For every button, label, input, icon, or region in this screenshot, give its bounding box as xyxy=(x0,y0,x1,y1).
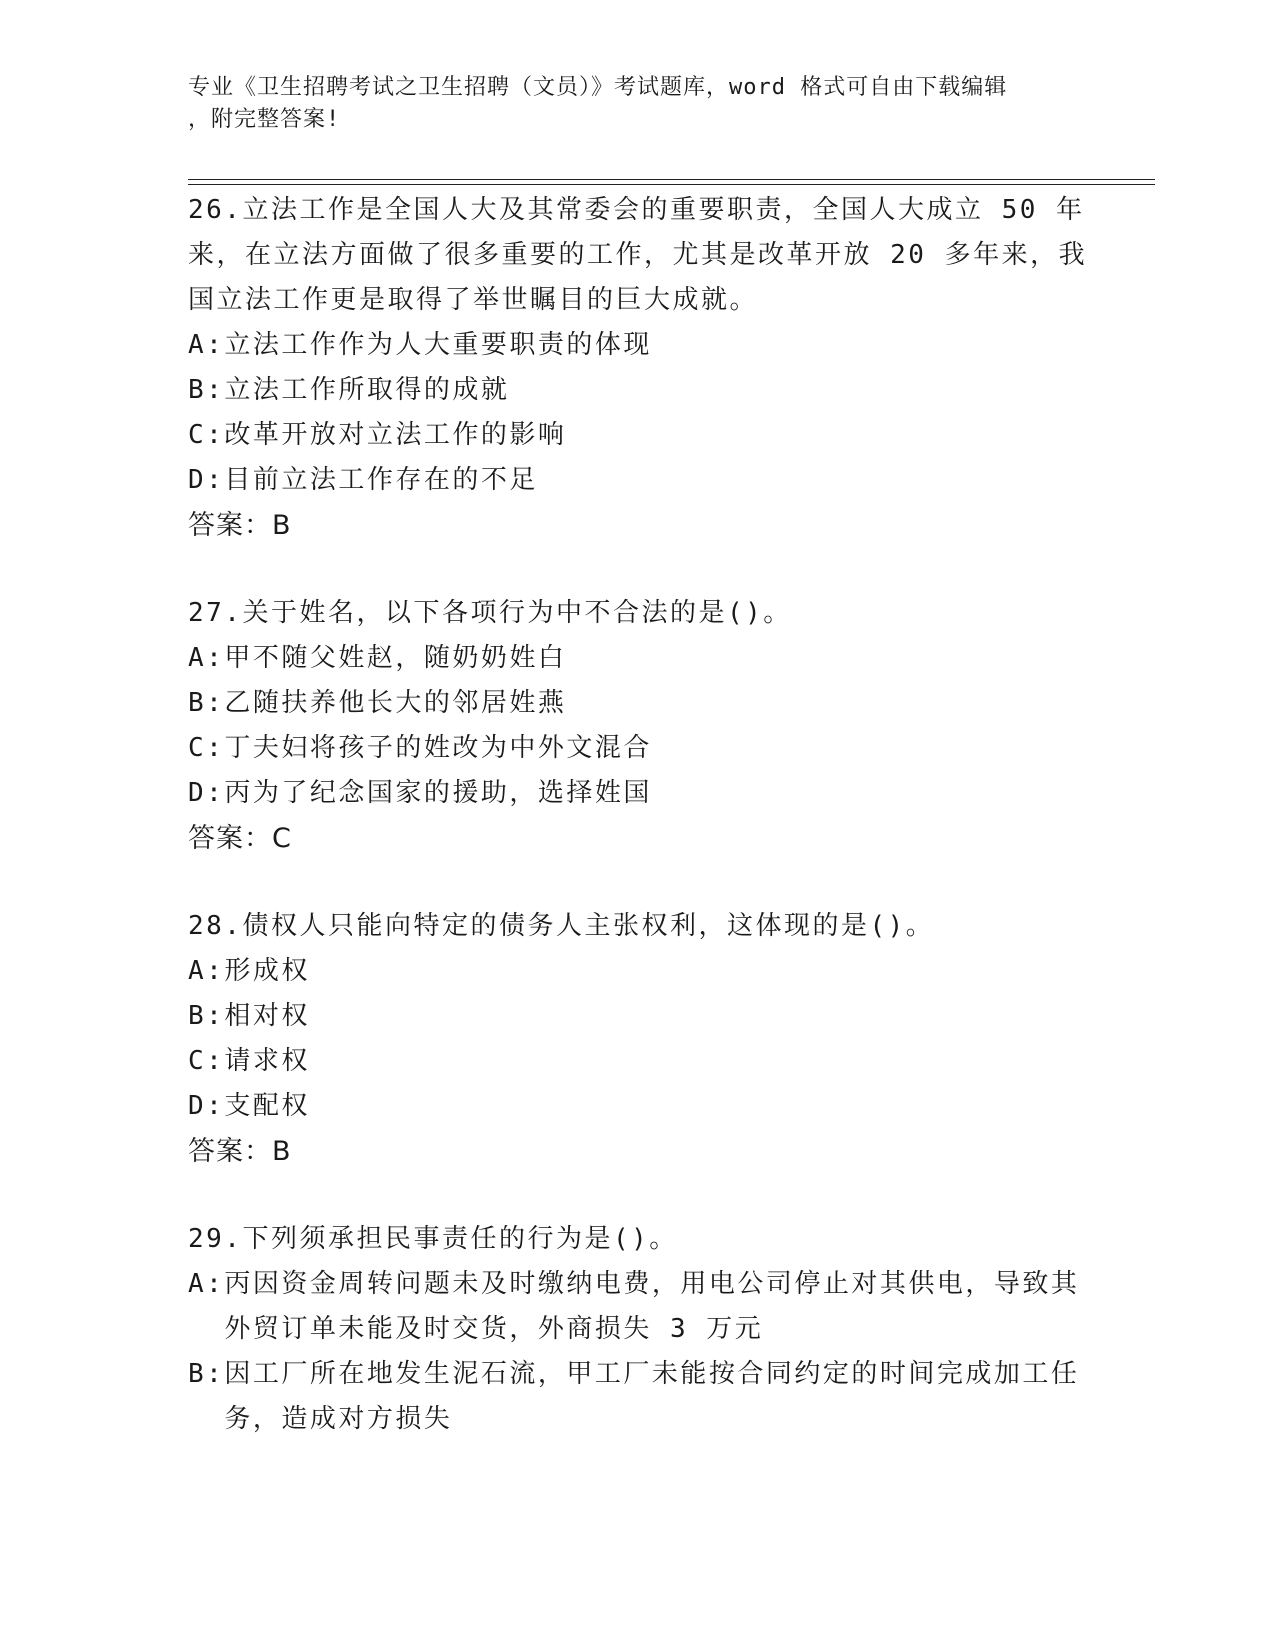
option-key: A: xyxy=(188,330,225,360)
header-divider-top xyxy=(188,179,1155,180)
option-text: 因工厂所在地发生泥石流，甲工厂未能按合同约定的时间完成加工任务，造成对方损失 xyxy=(224,1359,1080,1434)
option-key: A: xyxy=(188,643,225,673)
answer-line: 答案：B xyxy=(188,510,292,541)
option-text: 立法工作作为人大重要职责的体现 xyxy=(224,330,652,360)
option-key: D: xyxy=(188,1091,225,1121)
option-d xyxy=(188,771,1088,816)
option-text: 相对权 xyxy=(224,1001,310,1031)
option-d xyxy=(188,1084,1088,1129)
option-text: 乙随扶养他长大的邻居姓燕 xyxy=(224,688,567,718)
answer-line: 答案：C xyxy=(188,823,292,854)
option-key: C: xyxy=(188,420,225,450)
option-d xyxy=(188,458,1088,503)
option-text: 目前立法工作存在的不足 xyxy=(224,465,538,495)
header-line-2: ，附完整答案! xyxy=(188,107,341,132)
option-text: 立法工作所取得的成就 xyxy=(224,375,510,405)
option-key: B: xyxy=(188,375,225,405)
option-key: C: xyxy=(188,733,225,763)
option-c xyxy=(188,413,1088,458)
question-28 xyxy=(188,904,1088,1175)
header-divider-bottom xyxy=(188,184,1155,185)
option-text: 请求权 xyxy=(224,1046,310,1076)
option-a xyxy=(188,949,1088,994)
option-b xyxy=(188,1352,1088,1442)
question-list xyxy=(188,188,1088,1484)
question-26 xyxy=(188,188,1088,549)
option-key: D: xyxy=(188,465,225,495)
option-a xyxy=(188,323,1088,368)
question-stem: 28.债权人只能向特定的债务人主张权利，这体现的是()。 xyxy=(188,911,935,941)
question-29 xyxy=(188,1217,1088,1442)
question-stem: 29.下列须承担民事责任的行为是()。 xyxy=(188,1224,678,1254)
option-b xyxy=(188,681,1088,726)
option-text: 丁夫妇将孩子的姓改为中外文混合 xyxy=(224,733,652,763)
header-line-1: 专业《卫生招聘考试之卫生招聘（文员）》考试题库，word 格式可自由下载编辑 xyxy=(188,75,1008,100)
option-a xyxy=(188,636,1088,681)
option-key: B: xyxy=(188,688,225,718)
option-key: C: xyxy=(188,1046,225,1076)
option-key: B: xyxy=(188,1359,225,1389)
option-text: 甲不随父姓赵，随奶奶姓白 xyxy=(224,643,567,673)
document-header xyxy=(188,72,1068,136)
option-key: D: xyxy=(188,778,225,808)
option-a xyxy=(188,1262,1088,1352)
option-text: 支配权 xyxy=(224,1091,310,1121)
option-b xyxy=(188,994,1088,1039)
option-text: 丙为了纪念国家的援助，选择姓国 xyxy=(224,778,652,808)
option-b xyxy=(188,368,1088,413)
option-key: B: xyxy=(188,1001,225,1031)
answer-line: 答案：B xyxy=(188,1136,292,1167)
question-stem: 27.关于姓名，以下各项行为中不合法的是()。 xyxy=(188,598,792,628)
question-stem: 26.立法工作是全国人大及其常委会的重要职责，全国人大成立 50 年来，在立法方面做了很多重要的工作，尤其是改革开放 20 多年来，我国立法工作更是取得了举世瞩目的巨大成就。 xyxy=(188,195,1088,315)
question-27 xyxy=(188,591,1088,862)
option-text: 形成权 xyxy=(224,956,310,986)
option-key: A: xyxy=(188,956,225,986)
option-c xyxy=(188,726,1088,771)
option-c xyxy=(188,1039,1088,1084)
option-text: 丙因资金周转问题未及时缴纳电费，用电公司停止对其供电，导致其外贸订单未能及时交货，外商损失 3 万元 xyxy=(224,1269,1080,1344)
option-key: A: xyxy=(188,1269,225,1299)
option-text: 改革开放对立法工作的影响 xyxy=(224,420,567,450)
